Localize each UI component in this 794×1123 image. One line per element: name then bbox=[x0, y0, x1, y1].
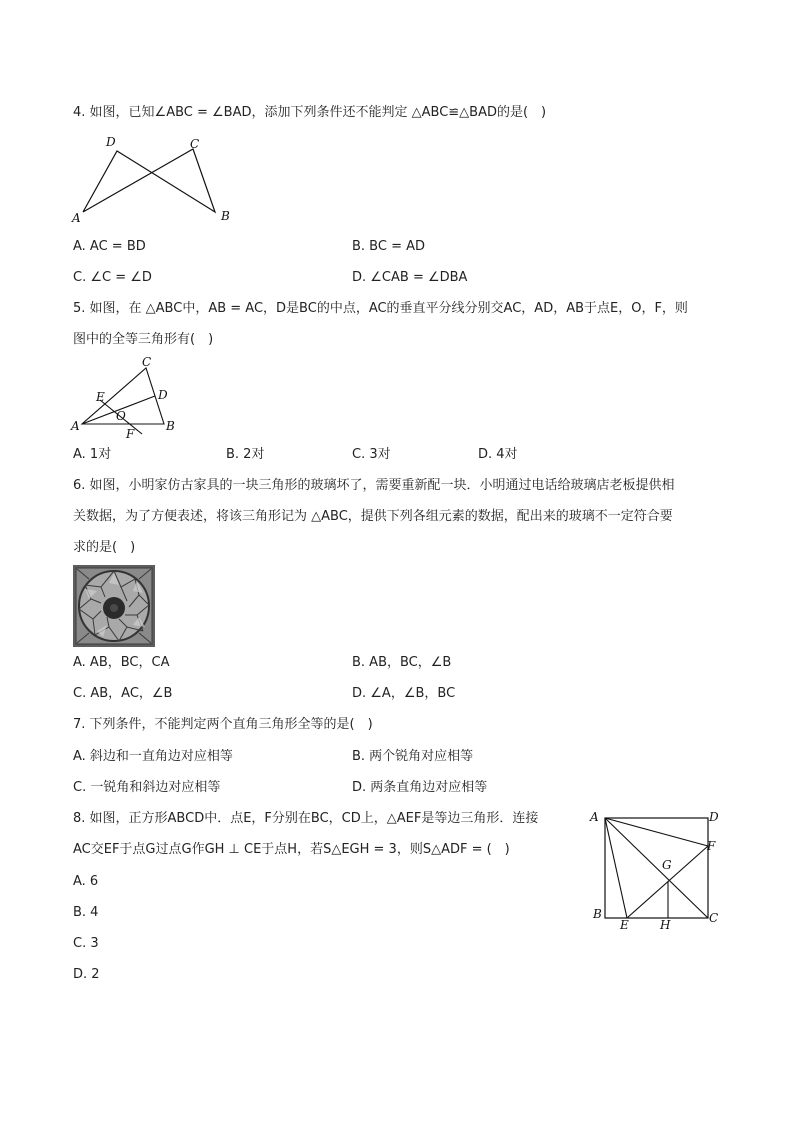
q8-label-c: C bbox=[709, 911, 719, 925]
q7-option-c[interactable]: C. 一锐角和斜边对应相等 bbox=[73, 780, 221, 795]
q5-option-d[interactable]: D. 4对 bbox=[478, 447, 518, 462]
q6-stem-line-2: 关数据，为了方便表述，将该三角形记为 △ABC，提供下列各组元素的数据，配出来的玻璃不一定符合要 bbox=[73, 509, 673, 524]
q8-option-c[interactable]: C. 3 bbox=[73, 936, 99, 951]
q5-stem-line-1: 5. 如图，在 △ABC中，AB = AC，D是BC的中点，AC的垂直平分线分别交AC，AD，AB于点E，O，F，则 bbox=[73, 301, 688, 316]
q8-label-h: H bbox=[660, 918, 671, 932]
q7-stem: 7. 下列条件，不能判定两个直角三角形全等的是( ) bbox=[73, 717, 373, 732]
q8-segment-ae bbox=[605, 818, 627, 918]
q7-option-d[interactable]: D. 两条直角边对应相等 bbox=[352, 780, 488, 795]
q5-label-a: A bbox=[71, 419, 80, 433]
q5-option-c[interactable]: C. 3对 bbox=[352, 447, 391, 462]
q8-stem-line-2: AC交EF于点G过点G作GH ⊥ CE于点H，若S△EGH = 3，则S△ADF = ( ) bbox=[73, 842, 510, 857]
q8-segment-af bbox=[605, 818, 708, 846]
q8-label-a: A bbox=[590, 810, 599, 824]
q8-option-b[interactable]: B. 4 bbox=[73, 905, 99, 920]
q8-figure bbox=[585, 806, 725, 936]
q8-diagonal-ac bbox=[605, 818, 708, 918]
q6-stem-line-1: 6. 如图，小明家仿古家具的一块三角形的玻璃坏了，需要重新配一块．小明通过电话给玻璃店老板提供相 bbox=[73, 478, 675, 493]
q8-label-b: B bbox=[593, 907, 602, 921]
q6-option-c[interactable]: C. AB，AC，∠B bbox=[73, 686, 173, 701]
q8-stem-line-1: 8. 如图，正方形ABCD中．点E，F分别在BC，CD上，△AEF是等边三角形．连接 bbox=[73, 811, 539, 826]
q4-stem: 4. 如图，已知∠ABC = ∠BAD，添加下列条件还不能判定 △ABC≌△BAD的是( ) bbox=[73, 105, 547, 120]
q7-option-b[interactable]: B. 两个锐角对应相等 bbox=[352, 749, 474, 764]
q4-option-a[interactable]: A. AC = BD bbox=[73, 239, 146, 254]
q8-label-e: E bbox=[620, 918, 629, 932]
q8-label-g: G bbox=[662, 858, 672, 872]
q7-option-a[interactable]: A. 斜边和一直角边对应相等 bbox=[73, 749, 233, 764]
q8-option-d[interactable]: D. 2 bbox=[73, 967, 100, 982]
q4-figure bbox=[70, 132, 240, 227]
q5-label-c: C bbox=[142, 355, 152, 369]
q5-option-b[interactable]: B. 2对 bbox=[226, 447, 265, 462]
q5-label-b: B bbox=[166, 419, 175, 433]
q6-stem-line-3: 求的是( ) bbox=[73, 540, 136, 555]
q5-option-a[interactable]: A. 1对 bbox=[73, 447, 112, 462]
q4-label-b: B bbox=[221, 209, 230, 223]
q5-stem-line-2: 图中的全等三角形有( ) bbox=[73, 332, 214, 347]
q4-label-a: A bbox=[72, 211, 81, 225]
q4-label-d: D bbox=[106, 135, 116, 149]
q4-option-d[interactable]: D. ∠CAB = ∠DBA bbox=[352, 270, 468, 285]
q4-label-c: C bbox=[190, 137, 200, 151]
q4-option-c[interactable]: C. ∠C = ∠D bbox=[73, 270, 152, 285]
q6-option-d[interactable]: D. ∠A，∠B，BC bbox=[352, 686, 456, 701]
q8-label-f: F bbox=[707, 839, 716, 853]
q6-option-b[interactable]: B. AB，BC，∠B bbox=[352, 655, 452, 670]
broken-glass-photo bbox=[73, 565, 155, 647]
q4-option-b[interactable]: B. BC = AD bbox=[352, 239, 426, 254]
q6-option-a[interactable]: A. AB，BC，CA bbox=[73, 655, 170, 670]
q4-figure-lines bbox=[83, 149, 215, 212]
q5-figure bbox=[68, 352, 183, 444]
q5-label-o: O bbox=[116, 409, 126, 423]
q8-option-a[interactable]: A. 6 bbox=[73, 874, 99, 889]
q5-label-f: F bbox=[126, 427, 135, 441]
q5-label-e: E bbox=[96, 390, 105, 404]
q5-label-d: D bbox=[158, 388, 168, 402]
q8-label-d: D bbox=[709, 810, 719, 824]
